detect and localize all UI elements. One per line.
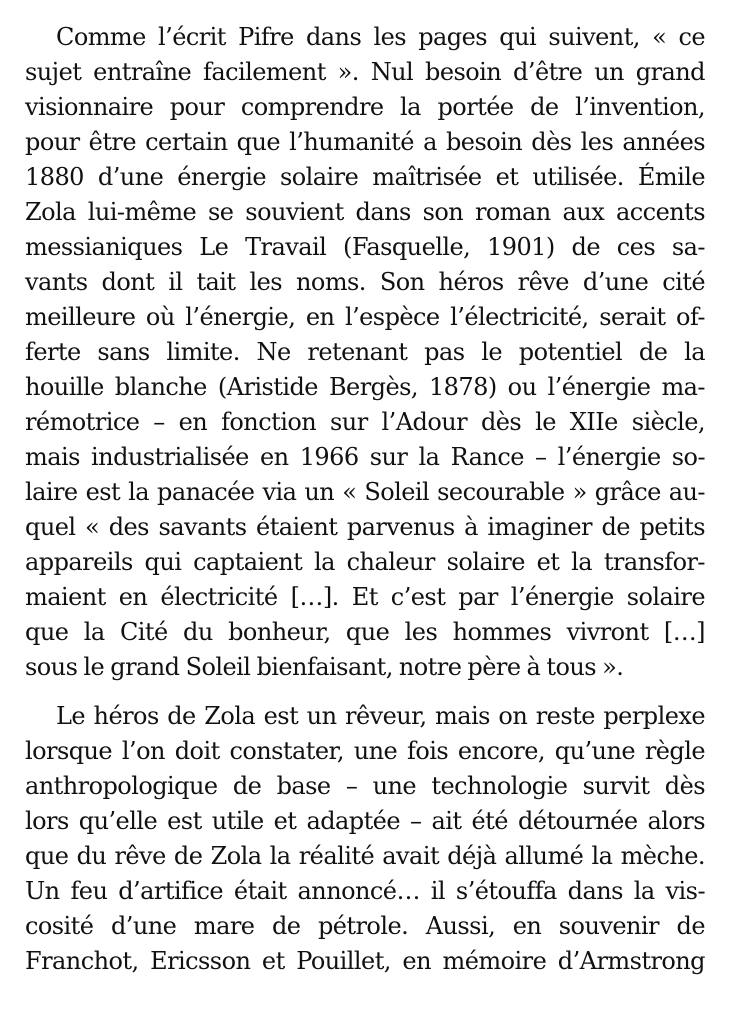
- text-line: Franchot, Ericsson et Pouillet, en mémoire d’Armstrong: [25, 947, 705, 975]
- text-line: quel « des savants étaient parvenus à imaginer de petits: [25, 513, 705, 541]
- text-line: houille blanche (Aristide Bergès, 1878) ou l’énergie ma-: [25, 373, 705, 401]
- text-line: Zola lui-même se souvient dans son roman aux accents: [25, 198, 705, 226]
- text-line: messianiques Le Travail (Fasquelle, 1901) de ces sa-: [25, 233, 705, 261]
- text-line: Comme l’écrit Pifre dans les pages qui suivent, « ce: [56, 23, 705, 51]
- text-line: lorsque l’on doit constater, une fois encore, qu’une règle: [25, 737, 705, 765]
- text-line: laire est la panacée via un « Soleil secourable » grâce au-: [25, 478, 705, 506]
- text-line: cosité d’une mare de pétrole. Aussi, en souvenir de: [25, 912, 705, 940]
- text-line: rémotrice – en fonction sur l’Adour dès le XIIe siècle,: [25, 408, 705, 436]
- text-line: appareils qui captaient la chaleur solaire et la transfor-: [25, 548, 705, 576]
- text-line: que la Cité du bonheur, que les hommes vivront […]: [25, 618, 705, 646]
- text-line: que du rêve de Zola la réalité avait déjà allumé la mèche.: [25, 842, 705, 870]
- text-line: maient en électricité […]. Et c’est par l’énergie solaire: [25, 583, 705, 611]
- text-line: lors qu’elle est utile et adaptée – ait été détournée alors: [25, 807, 705, 835]
- paragraph-1: [25, 20, 705, 685]
- text-line: meilleure où l’énergie, en l’espèce l’électricité, serait of-: [25, 303, 705, 331]
- text-line: ferte sans limite. Ne retenant pas le potentiel de la: [25, 338, 705, 366]
- paragraph-2: [25, 699, 705, 979]
- text-line: pour être certain que l’humanité a besoin dès les années: [25, 128, 705, 156]
- text-line: visionnaire pour comprendre la portée de l’invention,: [25, 93, 705, 121]
- text-line: mais industrialisée en 1966 sur la Rance – l’énergie so-: [25, 443, 705, 471]
- text-line: 1880 d’une énergie solaire maîtrisée et utilisée. Émile: [25, 163, 705, 191]
- text-line: Le héros de Zola est un rêveur, mais on reste perplexe: [56, 702, 705, 730]
- text-line: sujet entraîne facilement ». Nul besoin d’être un grand: [25, 58, 705, 86]
- text-line: anthropologique de base – une technologie survit dès: [25, 772, 705, 800]
- text-line: sous le grand Soleil bienfaisant, notre père à tous ».: [25, 653, 624, 681]
- text-line: Un feu d’artifice était annoncé… il s’étouffa dans la vis-: [25, 877, 705, 905]
- text-line: vants dont il tait les noms. Son héros rêve d’une cité: [25, 268, 705, 296]
